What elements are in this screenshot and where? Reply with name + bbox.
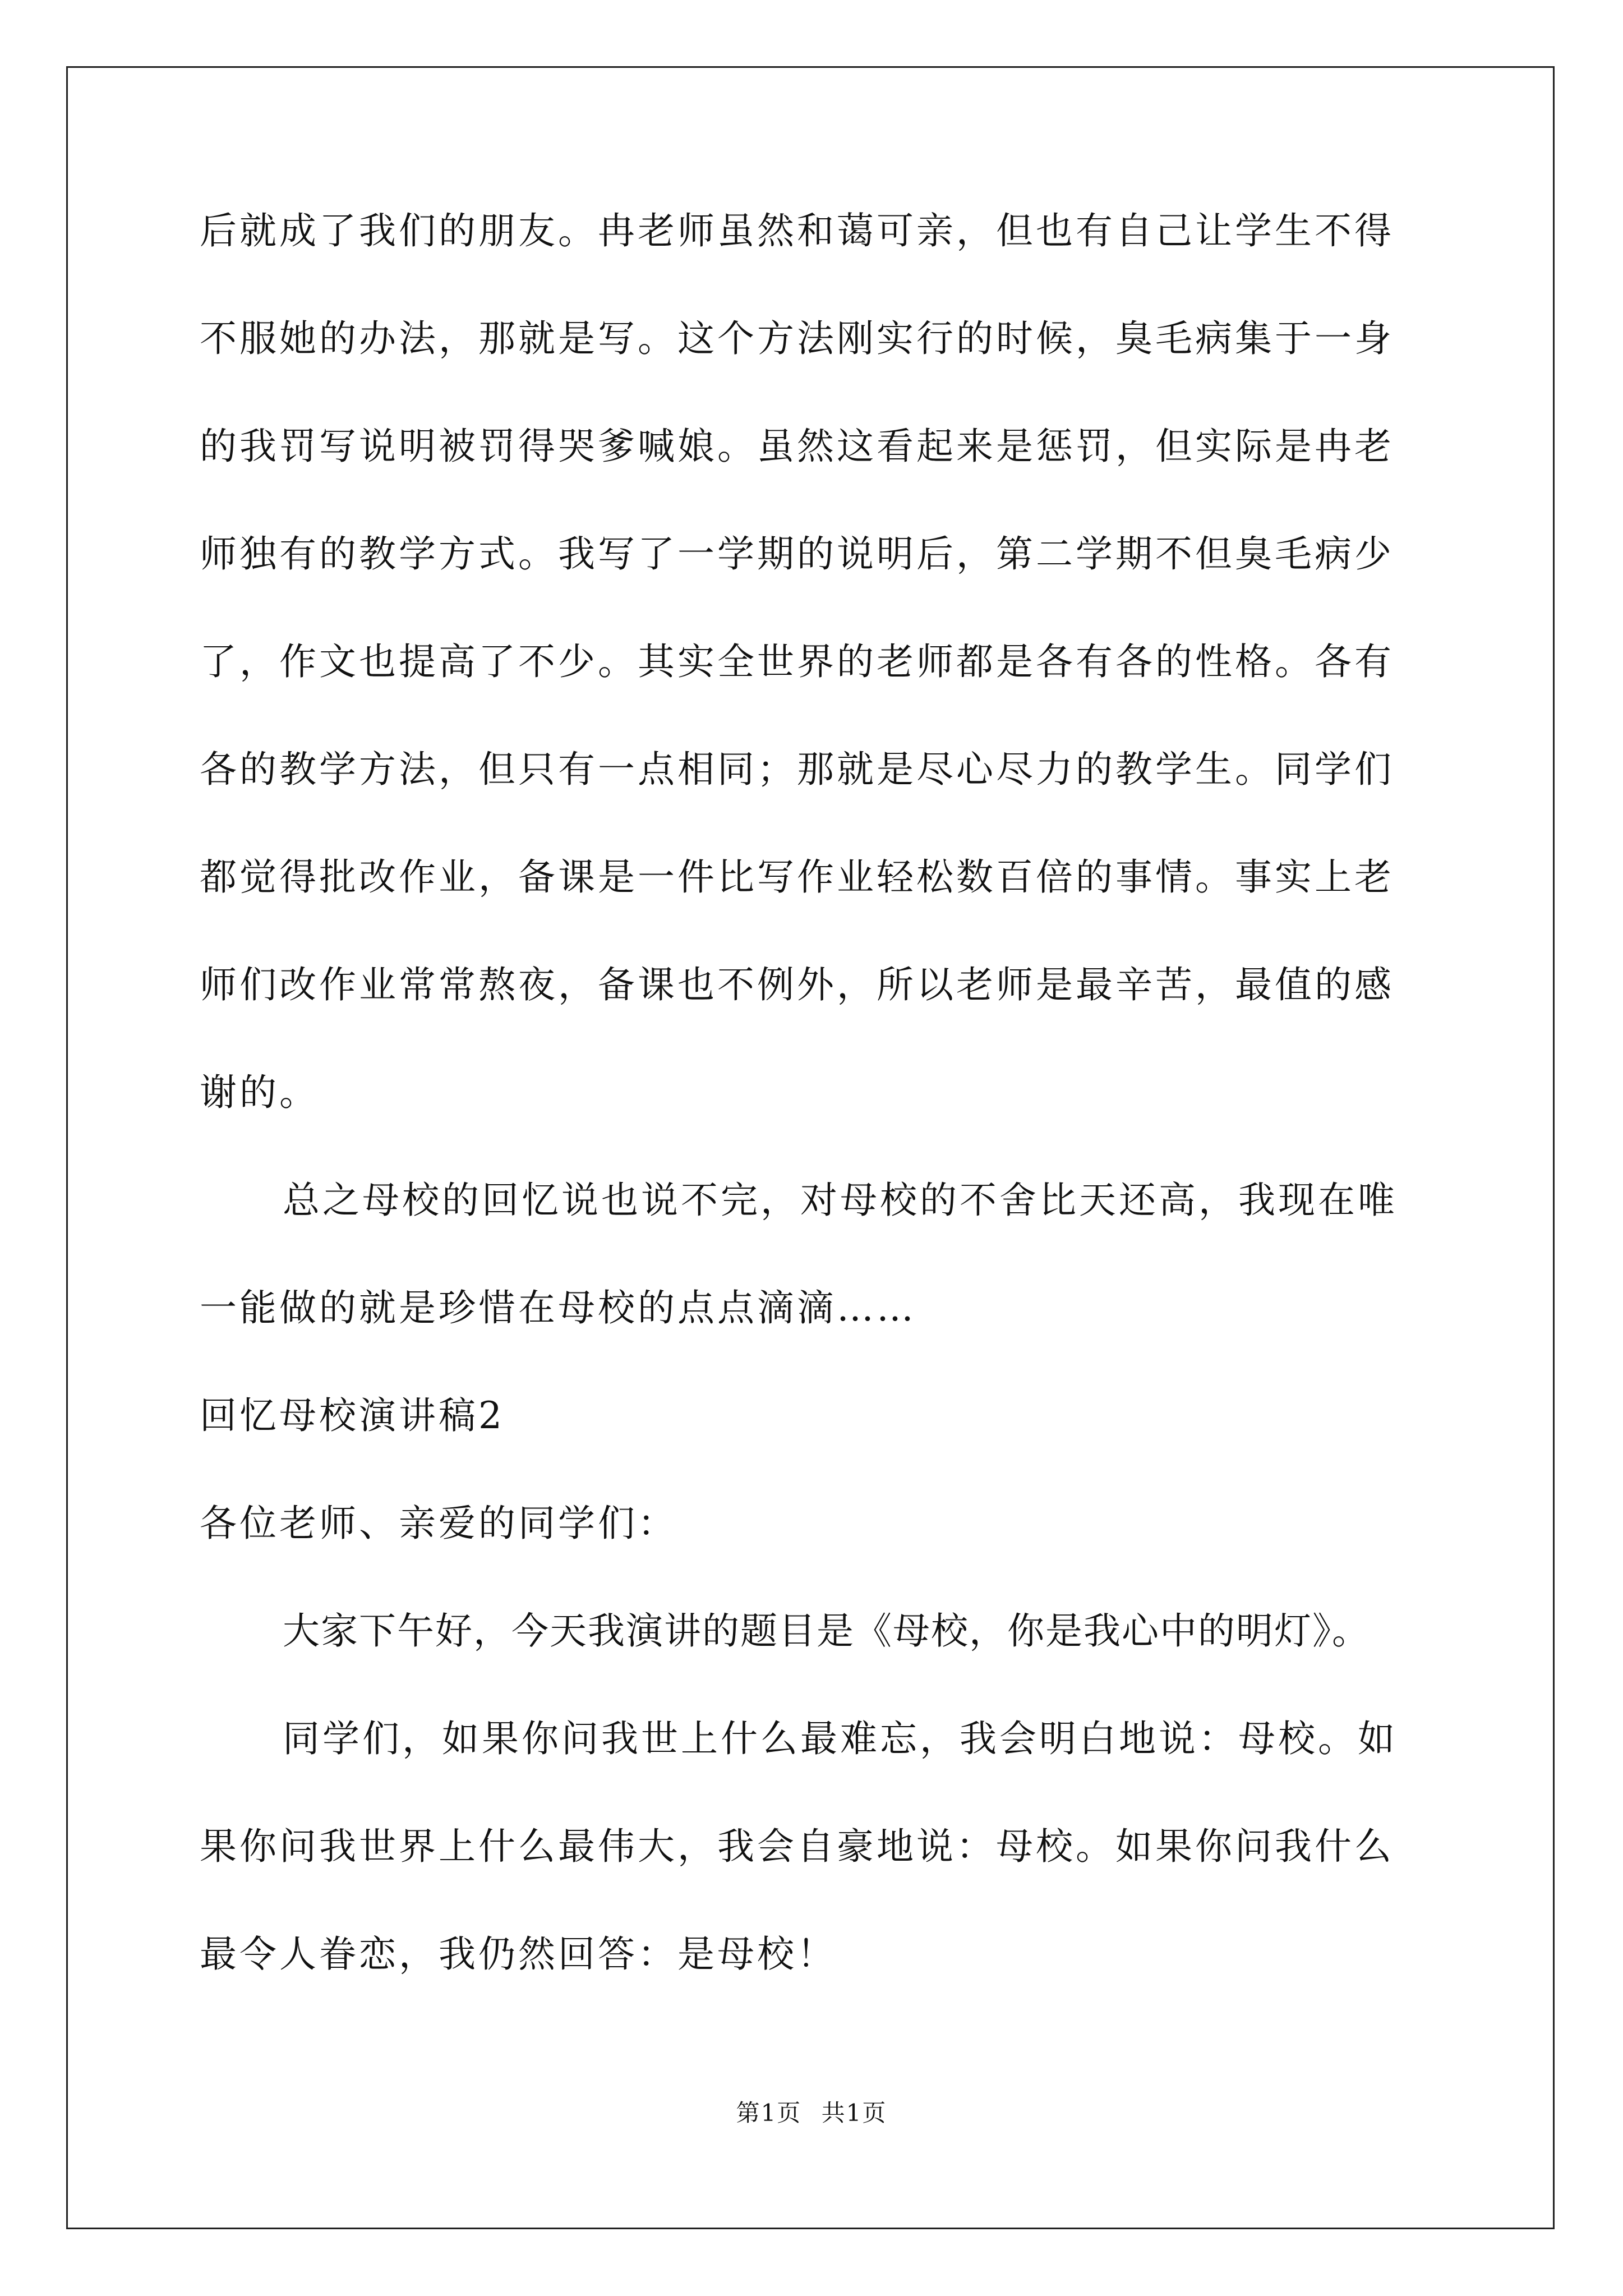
paragraph-4-line-1: 同学们，如果你问我世上什么最难忘，我会明白地说：母校。如	[283, 1717, 1398, 1760]
paragraph-2-line-2: 一能做的就是珍惜在母校的点点滴滴……	[200, 1286, 916, 1329]
page-border	[66, 66, 1555, 2229]
paragraph-1-line-3: 的我罚写说明被罚得哭爹喊娘。虽然这看起来是惩罚，但实际是冉老	[200, 425, 1394, 468]
salutation: 各位老师、亲爱的同学们：	[200, 1502, 677, 1545]
page-footer	[0, 2099, 1623, 2127]
paragraph-1-line-1: 后就成了我们的朋友。冉老师虽然和蔼可亲，但也有自己让学生不得	[200, 209, 1394, 252]
paragraph-1-line-7: 都觉得批改作业，备课是一件比写作业轻松数百倍的事情。事实上老	[200, 855, 1394, 899]
paragraph-3: 大家下午好，今天我演讲的题目是《母校，你是我心中的明灯》。	[283, 1609, 1370, 1653]
paragraph-1-line-4: 师独有的教学方式。我写了一学期的说明后，第二学期不但臭毛病少	[200, 532, 1394, 576]
section-title: 回忆母校演讲稿2	[200, 1394, 505, 1437]
page-number-total: 共1页	[821, 2099, 887, 2127]
paragraph-1-line-2: 不服她的办法，那就是写。这个方法刚实行的时候，臭毛病集于一身	[200, 317, 1394, 360]
paragraph-1-line-9: 谢的。	[200, 1071, 319, 1114]
paragraph-1-line-6: 各的教学方法，但只有一点相同；那就是尽心尽力的教学生。同学们	[200, 748, 1394, 791]
paragraph-1-line-8: 师们改作业常常熬夜，备课也不例外，所以老师是最辛苦，最值的感	[200, 963, 1394, 1006]
paragraph-4-line-3: 最令人眷恋，我仍然回答：是母校！	[200, 1932, 837, 1976]
paragraph-2-line-1: 总之母校的回忆说也说不完，对母校的不舍比天还高，我现在唯	[283, 1179, 1398, 1222]
paragraph-1-line-5: 了，作文也提高了不少。其实全世界的老师都是各有各的性格。各有	[200, 640, 1394, 683]
paragraph-4-line-2: 果你问我世界上什么最伟大，我会自豪地说：母校。如果你问我什么	[200, 1825, 1394, 1868]
page-number-current: 第1页	[736, 2099, 802, 2127]
